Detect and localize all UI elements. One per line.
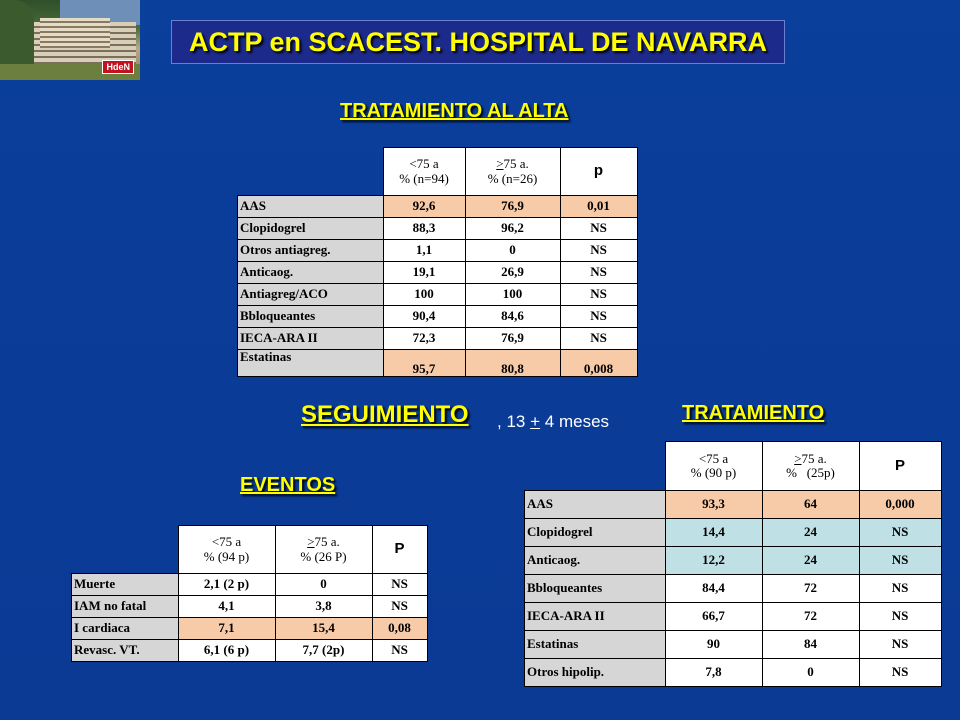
cell-over-75: 64 bbox=[762, 491, 859, 519]
table-row bbox=[238, 284, 638, 306]
col-header-line2: % (26 P) bbox=[300, 548, 347, 564]
cell-under-75: 19,1 bbox=[383, 262, 465, 284]
table-row bbox=[238, 240, 638, 262]
cell-p: NS bbox=[859, 519, 941, 547]
seguimiento-separator: , bbox=[497, 412, 502, 431]
row-label: IAM no fatal bbox=[72, 596, 179, 618]
cell-under-75: 2,1 (2 p) bbox=[178, 574, 275, 596]
heading-eventos: EVENTOS bbox=[240, 474, 336, 496]
row-label: Bbloqueantes bbox=[525, 575, 666, 603]
col-header-under-75 bbox=[178, 526, 275, 574]
table-tratamiento-seguimiento bbox=[524, 441, 942, 687]
cell-p: NS bbox=[560, 328, 637, 350]
table-row bbox=[525, 603, 942, 631]
cell-under-75: 90,4 bbox=[383, 306, 465, 328]
cell-p: NS bbox=[372, 640, 427, 662]
cell-p: 0,01 bbox=[560, 196, 637, 218]
cell-under-75: 14,4 bbox=[665, 519, 762, 547]
table-row bbox=[525, 491, 942, 519]
col-header-p: P bbox=[859, 442, 941, 491]
col-header-under-75 bbox=[665, 442, 762, 491]
cell-under-75: 7,1 bbox=[178, 618, 275, 640]
col-header-over-75 bbox=[762, 442, 859, 491]
cell-p: NS bbox=[560, 218, 637, 240]
cell-over-75: 26,9 bbox=[465, 262, 560, 284]
col-header-line1: <75 a bbox=[698, 450, 729, 466]
cell-p: NS bbox=[859, 603, 941, 631]
col-header-line2: % (25p) bbox=[786, 465, 835, 480]
table-eventos bbox=[71, 525, 428, 662]
seguimiento-range: 4 meses bbox=[544, 412, 610, 431]
table-header-row bbox=[238, 148, 638, 196]
row-label: AAS bbox=[525, 491, 666, 519]
cell-over-75: 7,7 (2p) bbox=[275, 640, 372, 662]
table-row bbox=[238, 196, 638, 218]
col-header-line2: % (94 p) bbox=[203, 548, 250, 564]
cell-over-75: 84 bbox=[762, 631, 859, 659]
row-label: Antiagreg/ACO bbox=[238, 284, 384, 306]
hospital-logo bbox=[0, 0, 140, 80]
col-header-ge-symbol: > bbox=[794, 450, 802, 466]
corner-cell bbox=[72, 526, 179, 574]
cell-p: NS bbox=[560, 262, 637, 284]
cell-under-75: 1,1 bbox=[383, 240, 465, 262]
table-row bbox=[525, 575, 942, 603]
cell-under-75: 100 bbox=[383, 284, 465, 306]
cell-over-75: 84,6 bbox=[465, 306, 560, 328]
row-label: Revasc. VT. bbox=[72, 640, 179, 662]
seguimiento-title: SEGUIMIENTO bbox=[301, 401, 469, 428]
cell-under-75: 72,3 bbox=[383, 328, 465, 350]
row-label: Estatinas bbox=[525, 631, 666, 659]
table-row bbox=[72, 574, 428, 596]
page-title: ACTP en SCACEST. HOSPITAL DE NAVARRA bbox=[188, 26, 768, 57]
cell-over-75: 72 bbox=[762, 603, 859, 631]
cell-over-75: 76,9 bbox=[465, 328, 560, 350]
seguimiento-months: 13 bbox=[506, 412, 526, 431]
row-label: AAS bbox=[238, 196, 384, 218]
cell-over-75: 0 bbox=[465, 240, 560, 262]
table-row bbox=[525, 547, 942, 575]
row-label: I cardiaca bbox=[72, 618, 179, 640]
cell-under-75: 93,3 bbox=[665, 491, 762, 519]
plus-minus-symbol: + bbox=[530, 412, 541, 431]
table-row bbox=[238, 218, 638, 240]
cell-over-75: 80,8 bbox=[465, 350, 560, 377]
table-row bbox=[238, 350, 638, 377]
col-header-line1: 75 a. bbox=[503, 156, 529, 172]
cell-p: NS bbox=[560, 306, 637, 328]
cell-over-75: 15,4 bbox=[275, 618, 372, 640]
cell-under-75: 95,7 bbox=[383, 350, 465, 377]
cell-under-75: 6,1 (6 p) bbox=[178, 640, 275, 662]
cell-p: 0,000 bbox=[859, 491, 941, 519]
row-label: Bbloqueantes bbox=[238, 306, 384, 328]
col-header-line1: <75 a bbox=[211, 534, 242, 550]
table-row bbox=[72, 618, 428, 640]
cell-over-75: 76,9 bbox=[465, 196, 560, 218]
col-header-line2: % (n=94) bbox=[399, 170, 449, 186]
corner-cell bbox=[238, 148, 384, 196]
cell-under-75: 90 bbox=[665, 631, 762, 659]
col-header-p: p bbox=[560, 148, 637, 196]
col-header-under-75 bbox=[383, 148, 465, 196]
table-row bbox=[72, 596, 428, 618]
logo-badge: HdeN bbox=[102, 60, 134, 74]
row-label: Anticaog. bbox=[238, 262, 384, 284]
cell-over-75: 3,8 bbox=[275, 596, 372, 618]
cell-over-75: 24 bbox=[762, 547, 859, 575]
cell-over-75: 100 bbox=[465, 284, 560, 306]
col-header-p: P bbox=[372, 526, 427, 574]
cell-under-75: 88,3 bbox=[383, 218, 465, 240]
cell-under-75: 66,7 bbox=[665, 603, 762, 631]
row-label: Clopidogrel bbox=[525, 519, 666, 547]
cell-p: 0,008 bbox=[560, 350, 637, 377]
table-header-row bbox=[525, 442, 942, 491]
logo-building-upper bbox=[40, 18, 110, 48]
table-row bbox=[238, 328, 638, 350]
cell-p: NS bbox=[560, 284, 637, 306]
table-row bbox=[72, 640, 428, 662]
col-header-over-75 bbox=[465, 148, 560, 196]
cell-p: NS bbox=[372, 574, 427, 596]
table-row bbox=[238, 306, 638, 328]
cell-under-75: 4,1 bbox=[178, 596, 275, 618]
cell-p: 0,08 bbox=[372, 618, 427, 640]
cell-over-75: 96,2 bbox=[465, 218, 560, 240]
cell-over-75: 0 bbox=[762, 659, 859, 687]
row-label: IECA-ARA II bbox=[238, 328, 384, 350]
row-label: Otros antiagreg. bbox=[238, 240, 384, 262]
cell-over-75: 24 bbox=[762, 519, 859, 547]
row-label: Otros hipolip. bbox=[525, 659, 666, 687]
row-label: Muerte bbox=[72, 574, 179, 596]
col-header-line2: % (90 p) bbox=[690, 465, 737, 480]
cell-over-75: 0 bbox=[275, 574, 372, 596]
cell-p: NS bbox=[859, 659, 941, 687]
heading-tratamiento: TRATAMIENTO bbox=[682, 402, 825, 424]
cell-over-75: 72 bbox=[762, 575, 859, 603]
seguimiento-duration bbox=[497, 412, 609, 432]
table-tratamiento-alta bbox=[237, 147, 638, 377]
cell-p: NS bbox=[859, 547, 941, 575]
cell-under-75: 7,8 bbox=[665, 659, 762, 687]
col-header-ge-symbol: > bbox=[496, 156, 504, 172]
cell-under-75: 84,4 bbox=[665, 575, 762, 603]
cell-p: NS bbox=[372, 596, 427, 618]
table-row bbox=[525, 631, 942, 659]
title-box bbox=[171, 20, 785, 64]
corner-cell bbox=[525, 442, 666, 491]
col-header-over-75 bbox=[275, 526, 372, 574]
col-header-line2: % (n=26) bbox=[487, 170, 538, 186]
table-row bbox=[525, 659, 942, 687]
row-label: Anticaog. bbox=[525, 547, 666, 575]
row-label: Estatinas bbox=[238, 350, 384, 377]
table-row bbox=[238, 262, 638, 284]
heading-seguimiento bbox=[301, 401, 469, 429]
col-header-ge-symbol: > bbox=[307, 534, 315, 550]
col-header-line1: <75 a bbox=[409, 156, 439, 172]
col-header-line1: 75 a. bbox=[314, 534, 340, 550]
row-label: Clopidogrel bbox=[238, 218, 384, 240]
cell-p: NS bbox=[859, 575, 941, 603]
row-label: IECA-ARA II bbox=[525, 603, 666, 631]
cell-p: NS bbox=[560, 240, 637, 262]
cell-under-75: 92,6 bbox=[383, 196, 465, 218]
col-header-line1: 75 a. bbox=[801, 450, 827, 466]
cell-under-75: 12,2 bbox=[665, 547, 762, 575]
table-header-row bbox=[72, 526, 428, 574]
table-row bbox=[525, 519, 942, 547]
heading-tratamiento-alta: TRATAMIENTO AL ALTA bbox=[340, 100, 569, 122]
cell-p: NS bbox=[859, 631, 941, 659]
